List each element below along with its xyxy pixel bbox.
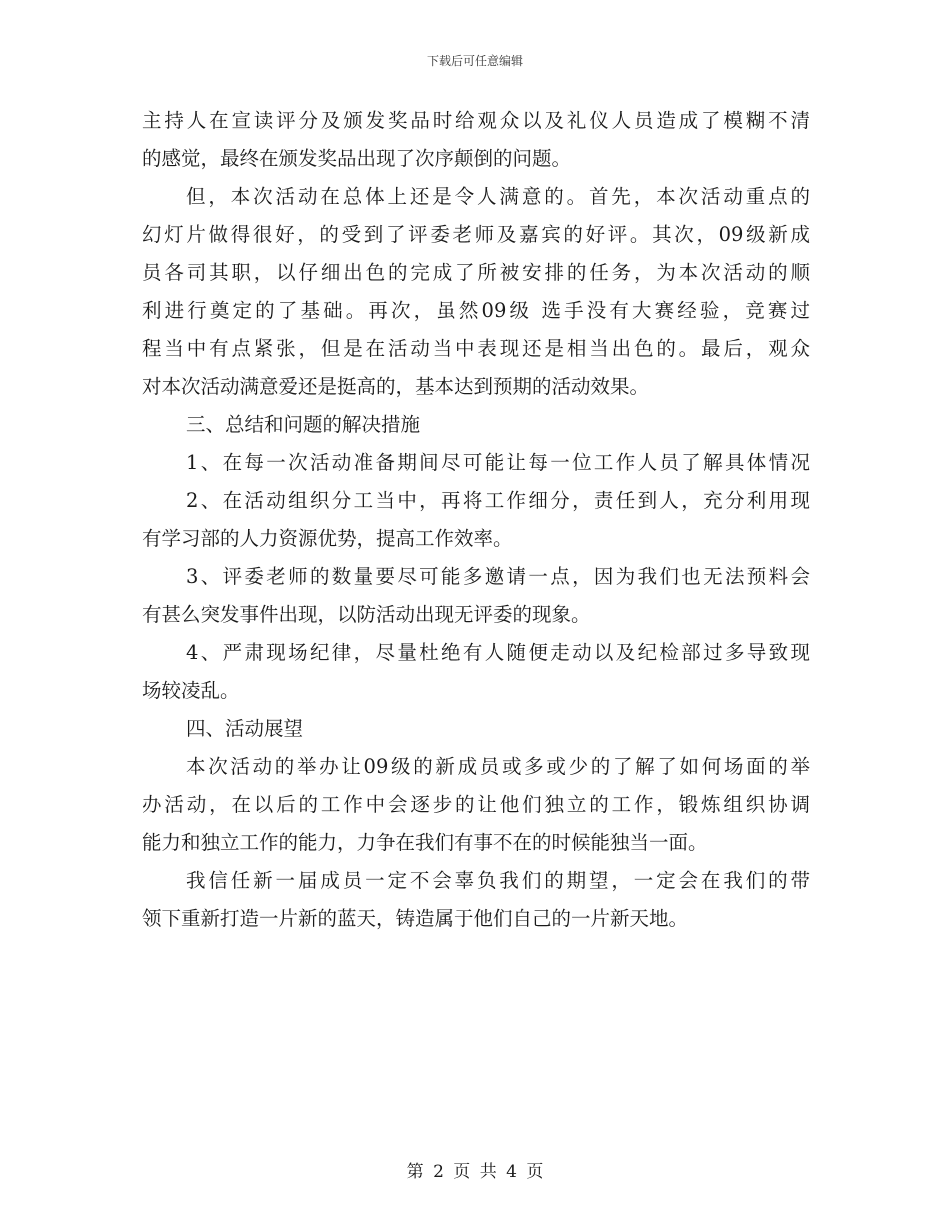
body-line: 对本次活动满意爱还是挺高的，基本达到预期的活动效果。 bbox=[142, 375, 650, 398]
body-line: 1、在每一次活动准备期间尽可能让每一位工作人员了解具体情况 bbox=[186, 451, 810, 474]
body-line: 有学习部的人力资源优势，提高工作效率。 bbox=[142, 527, 513, 550]
body-line: 主持人在宣读评分及颁发奖品时给观众以及礼仪人员造成了模糊不清 bbox=[142, 109, 810, 132]
body-line: 三、总结和问题的解决措施 bbox=[186, 413, 421, 436]
body-line: 办活动，在以后的工作中会逐步的让他们独立的工作，锻炼组织协调 bbox=[142, 793, 810, 816]
body-line: 本次活动的举办让09级的新成员或多或少的了解了如何场面的举 bbox=[186, 755, 810, 778]
body-line: 3、评委老师的数量要尽可能多邀请一点，因为我们也无法预料会 bbox=[186, 565, 810, 588]
body-line: 程当中有点紧张，但是在活动当中表现还是相当出色的。最后，观众 bbox=[142, 337, 810, 360]
body-line: 场较凌乱。 bbox=[142, 679, 240, 702]
body-line: 4、严肃现场纪律，尽量杜绝有人随便走动以及纪检部过多导致现 bbox=[186, 641, 810, 664]
body-line: 四、活动展望 bbox=[186, 717, 304, 740]
document-body bbox=[142, 102, 810, 938]
body-line: 但，本次活动在总体上还是令人满意的。首先，本次活动重点的 bbox=[186, 185, 810, 208]
body-line: 利进行奠定的了基础。再次，虽然09级 选手没有大赛经验，竞赛过 bbox=[142, 299, 810, 322]
body-line: 能力和独立工作的能力，力争在我们有事不在的时候能独当一面。 bbox=[142, 831, 708, 854]
body-line: 幻灯片做得很好，的受到了评委老师及嘉宾的好评。其次，09级新成 bbox=[142, 223, 810, 246]
page-header: 下载后可任意编辑 bbox=[426, 54, 523, 68]
body-line: 有甚么突发事件出现，以防活动出现无评委的现象。 bbox=[142, 603, 591, 626]
body-line: 领下重新打造一片新的蓝天，铸造属于他们自己的一片新天地。 bbox=[142, 907, 689, 930]
body-line: 员各司其职，以仔细出色的完成了所被安排的任务，为本次活动的顺 bbox=[142, 261, 810, 284]
body-line: 的感觉，最终在颁发奖品出现了次序颠倒的问题。 bbox=[142, 147, 572, 170]
body-line: 2、在活动组织分工当中，再将工作细分，责任到人，充分利用现 bbox=[186, 489, 810, 512]
body-line: 我信任新一届成员一定不会辜负我们的期望，一定会在我们的带 bbox=[186, 869, 810, 892]
page-footer: 第 2 页 共 4 页 bbox=[406, 1162, 544, 1182]
